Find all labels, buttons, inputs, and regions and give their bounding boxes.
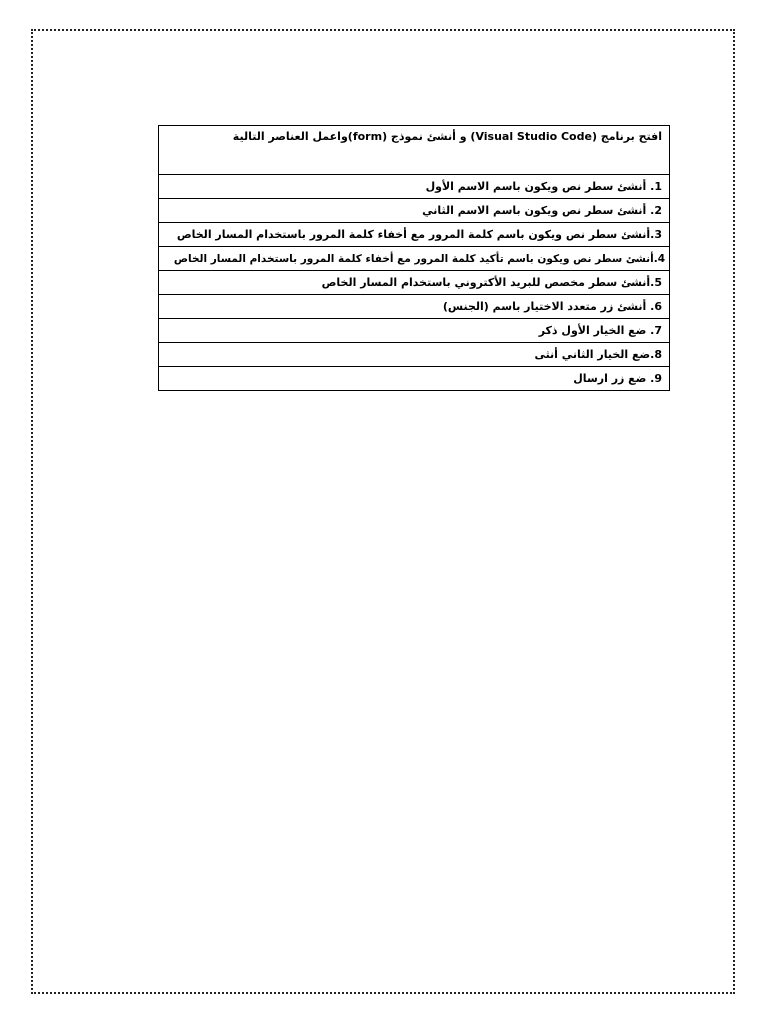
task-item-1: 1. أنشئ سطر نص ويكون باسم الاسم الأول — [159, 175, 670, 199]
instruction-text: افتح برنامج (Visual Studio Code) و أنشئ نموذج (form)واعمل العناصر التالية — [159, 126, 670, 175]
task-item-7: 7. ضع الخيار الأول ذكر — [159, 319, 670, 343]
table-row — [159, 319, 670, 343]
table-row — [159, 223, 670, 247]
table-row — [159, 295, 670, 319]
table-row — [159, 175, 670, 199]
table-row — [159, 247, 670, 271]
task-item-8: 8.ضع الخيار الثاني أنثى — [159, 343, 670, 367]
task-item-2: 2. أنشئ سطر نص ويكون باسم الاسم الثاني — [159, 199, 670, 223]
table-header-row — [159, 126, 670, 175]
table-row — [159, 367, 670, 391]
task-item-3: 3.أنشئ سطر نص ويكون باسم كلمة المرور مع أخفاء كلمة المرور باستخدام المسار الخاص — [159, 223, 670, 247]
table-row — [159, 199, 670, 223]
task-item-5: 5.أنشئ سطر مخصص للبريد الأكتروني باستخدام المسار الخاص — [159, 271, 670, 295]
task-item-6: 6. أنشئ زر متعدد الاختيار باسم (الجنس) — [159, 295, 670, 319]
task-item-4: 4.أنشئ سطر نص ويكون باسم تأكيد كلمة المرور مع أخفاء كلمة المرور باستخدام المسار الخاص — [159, 247, 670, 271]
task-item-9: 9. ضع زر ارسال — [159, 367, 670, 391]
task-table — [158, 125, 670, 391]
table-row — [159, 271, 670, 295]
table-row — [159, 343, 670, 367]
